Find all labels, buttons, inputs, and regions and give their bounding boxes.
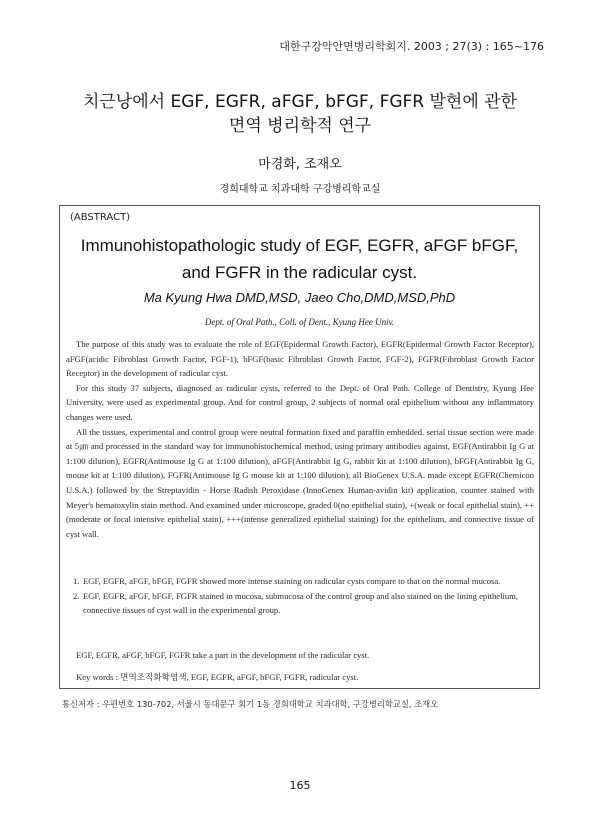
english-title-line-1: Immunohistopathologic study of EGF, EGFR, aFGF bFGF, bbox=[80, 236, 519, 255]
abstract-label: (ABSTRACT) bbox=[70, 212, 131, 223]
korean-title-line-1: 치근낭에서 EGF, EGFR, aFGF, bFGF, FGFR 발현에 관한 bbox=[82, 92, 518, 112]
journal-citation: 대한구강악안면병리학회지. 2003 ; 27(3) : 165~176 bbox=[279, 40, 544, 53]
abstract-body bbox=[66, 337, 534, 541]
conclusion-text: EGF, EGFR, aFGF, bFGF, FGFR take a part in the development of the radicular cyst. bbox=[76, 650, 370, 660]
abstract-paragraph-subjects: For this study 37 subjects, diagnosed as radicular cysts, referred to the Dept. of Oral Path. College of Dentistry, Kyung Hee University, were used as experimental group. And for control group, 2 subjects of normal oral epithelium without any inflammatory changes were used. bbox=[66, 382, 534, 422]
english-title bbox=[59, 232, 540, 286]
abstract-paragraph-purpose: The purpose of this study was to evaluate the role of EGF(Epidermal Growth Factor), EGFR(Epidermal Growth Factor Receptor), aFGF(acidic Fibroblast Growth Factor, FGF-1), bFGF(basic Fibroblast Growth Factor, FGF-2), FGFR(Fibroblast Growth Factor Receptor) in the development of radicular cyst. bbox=[66, 339, 534, 379]
result-item bbox=[66, 574, 534, 589]
korean-title-line-2: 면역 병리학적 연구 bbox=[228, 116, 372, 136]
result-text: EGF, EGFR, aFGF, bFGF, FGFR stained in mucosa, submucosa of the control group and also stained on the lining epithelium, connective tissues of cyst wall in the experimental group. bbox=[83, 590, 518, 616]
result-number: 2. bbox=[73, 590, 80, 601]
korean-authors: 마경화, 조재오 bbox=[258, 157, 342, 172]
result-number: 1. bbox=[73, 576, 80, 586]
page-number: 165 bbox=[289, 779, 311, 792]
abstract-paragraph-methods: All the tissues, experimental and control group were neutral formation fixed and paraffin embedded. serial tissue section were made at 5㎛ and processed in the standard way for immunohistochemical method, using primary antibodies against, EGF(Antirabbit Ig G at 1:100 dilution), EGFR(Antimouse Ig G at 1:100 dilution), aFGF(Antirabbit Ig G, rabbit kit at 1:100 dilution), bFGF(Antirabbit Ig G, mouse kit at 1:100 dilution), FGFR(Antimouse Ig G mouse kit at 1:100 dilution), all BioGenex U.S.A. made except EGFR(Chemicon U.S.A.) followed by the Streptavidin - Horse Radish Peroxidase (InnoGenex Human-avidin kit) application, counter stained with Meyer's hematoxylin stain method. And examined under microscope, graded 0(no epithelial stain), +(weak or focal epithelial stain), ++(moderate or focal intensive epithelial stain), +++(intense generalized epithelial staining) for the epithelium, and connective tissue of cyst wall. bbox=[66, 426, 534, 539]
korean-title bbox=[0, 90, 600, 138]
keywords: Key words : 면역조직화학염색, EGF, EGFR, aFGF, bFGF, FGFR, radicular cyst. bbox=[76, 672, 359, 682]
english-affiliation: Dept. of Oral Path., Coll. of Dent., Kyung Hee Univ. bbox=[204, 317, 395, 327]
result-text: EGF, EGFR, aFGF, bFGF, FGFR showed more intense staining on radicular cysts compare to that on the normal mucosa. bbox=[83, 576, 501, 586]
results-list bbox=[66, 574, 534, 618]
korean-affiliation: 경희대학교 치과대학 구강병리학교실 bbox=[219, 184, 381, 195]
result-item bbox=[66, 589, 534, 618]
english-authors: Ma Kyung Hwa DMD,MSD, Jaeo Cho,DMD,MSD,PhD bbox=[143, 290, 456, 305]
correspondence-note: 통신저자 : 우편번호 130-702, 서울시 동대문구 회기 1동 경희대학교 치과대학, 구강병리학교실, 조재오 bbox=[62, 699, 439, 709]
english-title-line-2: and FGFR in the radicular cyst. bbox=[181, 263, 418, 282]
